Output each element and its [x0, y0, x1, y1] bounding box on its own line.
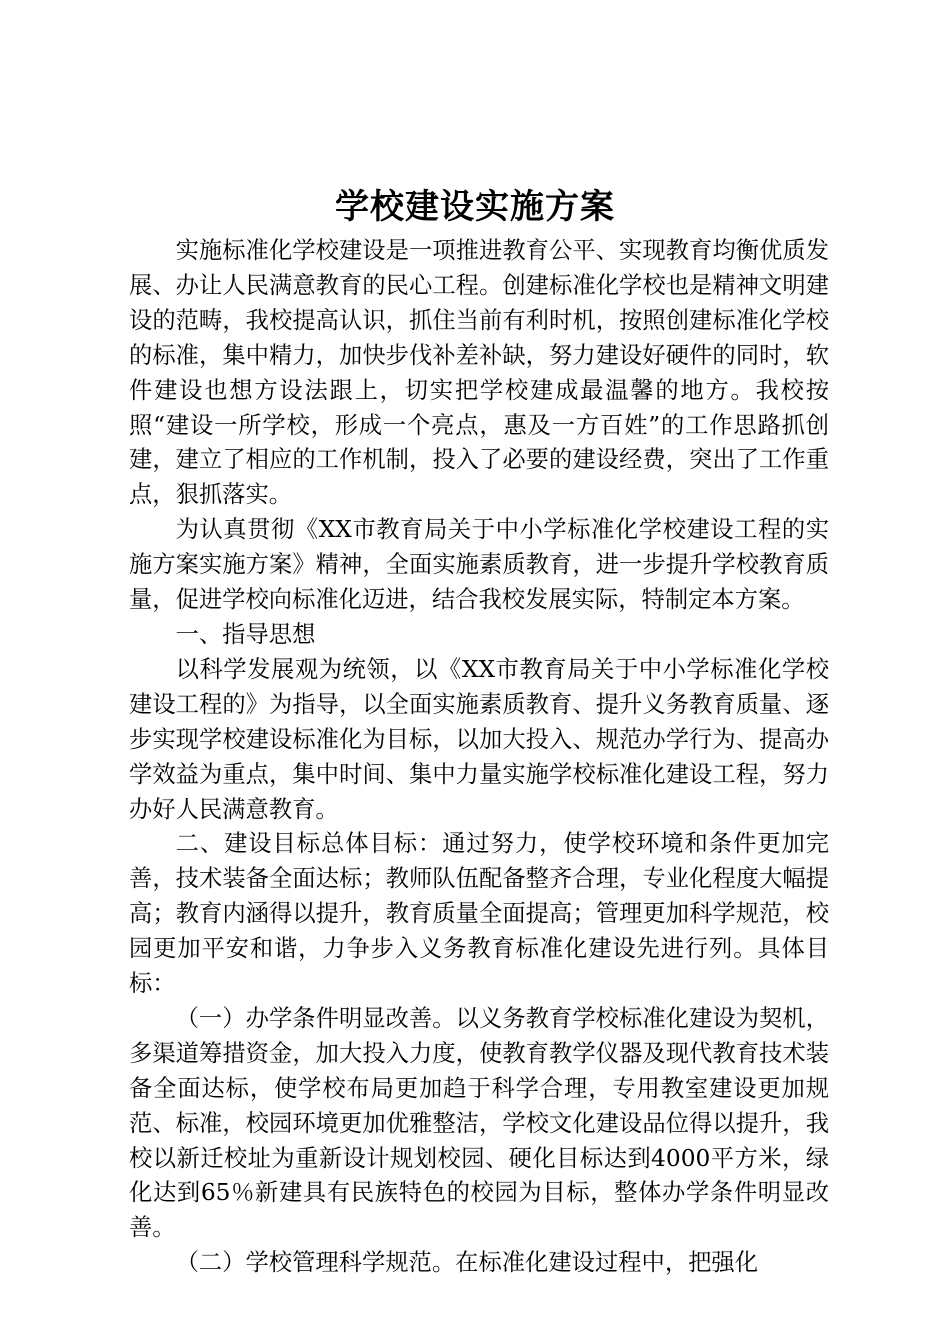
- document-title: 学校建设实施方案: [335, 187, 615, 227]
- paragraph-overall-goals: 二、建设目标总体目标：通过努力，使学校环境和条件更加完善，技术装备全面达标；教师队伍配备整齐合理，专业化程度大幅提高；教育内涵得以提升，教育质量全面提高；管理更加科学规范，校园更加平安和谐，力争步入义务教育标准化建设先进行列。具体目标：: [129, 830, 829, 998]
- heading-guiding-thought: 一、指导思想: [175, 620, 316, 648]
- paragraph-goal-1: （一）办学条件明显改善。以义务教育学校标准化建设为契机，多渠道筹措资金，加大投入力度，使教育教学仪器及现代教育技术装备全面达标，使学校布局更加趋于科学合理，专用教室建设更加规范、标准，校园环境更加优雅整洁，学校文化建设品位得以提升，我校以新迁校址为重新设计规划校园、硬化目标达到4000平方米，绿化达到65％新建具有民族特色的校园为目标，整体办学条件明显改善。: [129, 1004, 829, 1242]
- paragraph-guiding-thought: 以科学发展观为统领，以《XX市教育局关于中小学标准化学校建设工程的》为指导，以全面实施素质教育、提升义务教育质量、逐步实现学校建设标准化为目标，以加大投入、规范办学行为、提高办学效益为重点，集中时间、集中力量实施学校标准化建设工程，努力办好人民满意教育。: [129, 655, 829, 823]
- document-body: [129, 234, 829, 1281]
- paragraph-goal-2: （二）学校管理科学规范。在标准化建设过程中，把强化: [175, 1249, 759, 1277]
- paragraph-purpose: 为认真贯彻《XX市教育局关于中小学标准化学校建设工程的实施方案实施方案》精神，全面实施素质教育，进一步提升学校教育质量，促进学校向标准化迈进，结合我校发展实际，特制定本方案。: [129, 516, 829, 614]
- paragraph-intro: 实施标准化学校建设是一项推进教育公平、实现教育均衡优质发展、办让人民满意教育的民心工程。创建标准化学校也是精神文明建设的范畴，我校提高认识，抓住当前有利时机，按照创建标准化学校的标准，集中精力，加快步伐补差补缺，努力建设好硬件的同时，软件建设也想方设法跟上，切实把学校建成最温馨的地方。我校按照“建设一所学校，形成一个亮点，惠及一方百姓”的工作思路抓创建，建立了相应的工作机制，投入了必要的建设经费，突出了工作重点，狠抓落实。: [129, 237, 829, 509]
